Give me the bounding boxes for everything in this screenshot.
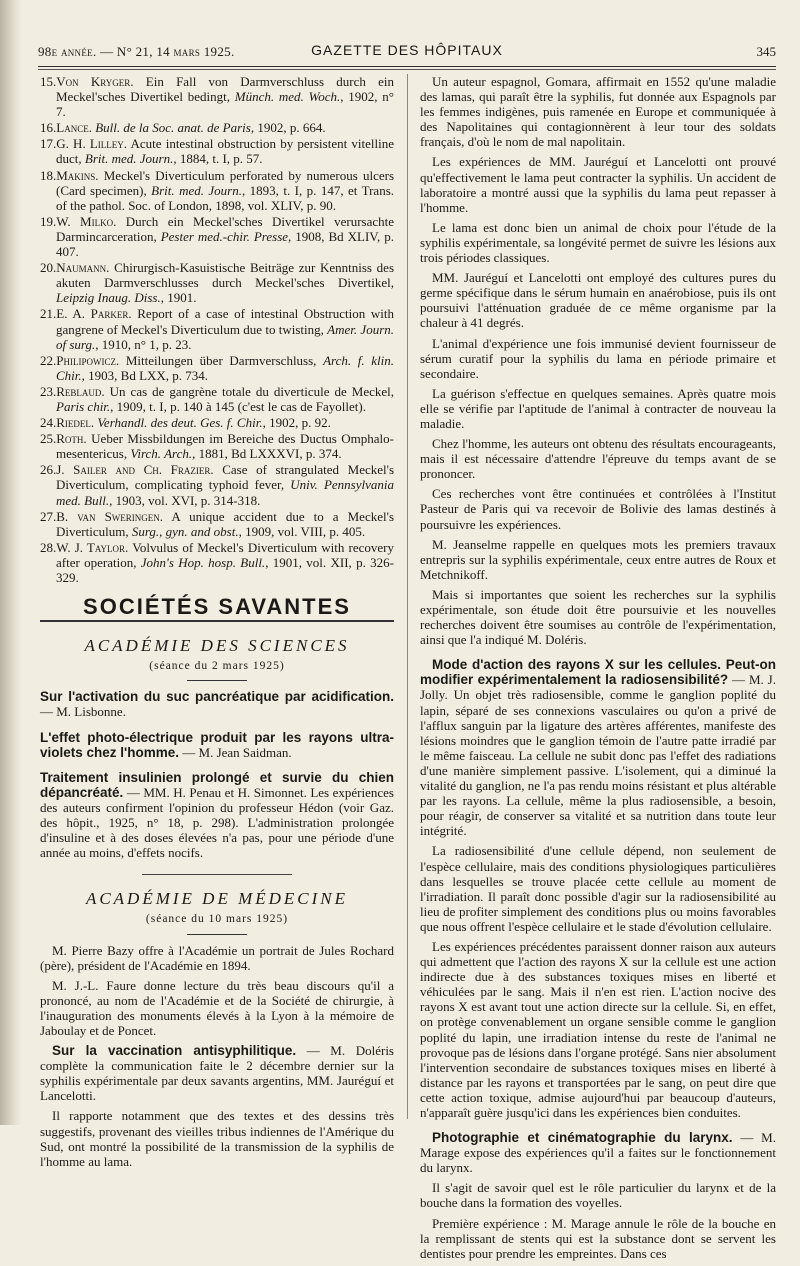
reference-item: [40, 384, 394, 414]
reference-journal: Brit. med. Journ.: [151, 182, 242, 198]
reference-item: [40, 462, 394, 507]
paragraph: Les expériences de MM. Jauréguí et Lancelotti ont prouvé qu'effectivement le lama peut contracter la syphilis. Un accident de laboratoire a montré aussi que la syphilis du lama peut repasser à l'homme.: [420, 154, 776, 215]
sciences-item: [40, 730, 394, 760]
reference-journal: Münch. med. Woch.: [234, 89, 341, 105]
reference-number: 19.: [40, 213, 57, 229]
header-rule: [38, 66, 776, 67]
reference-details: , 1903, Bd LXX, p. 734.: [81, 367, 209, 383]
item-title: Photographie et cinématographie du larynx.: [432, 1130, 733, 1146]
seance-date: (séance du 2 mars 1925): [149, 660, 285, 673]
reference-number: 23.: [40, 383, 57, 399]
reference-item: [40, 415, 394, 430]
reference-number: 15.: [40, 74, 57, 89]
reference-text: Durch ein Meckel'sches Divertikel verursachte Darmincarceration,: [56, 213, 395, 244]
reference-text: Ueber Missbildungen im Bereiche des Ductus Omphalo-mesentericus,: [56, 431, 394, 462]
reference-number: 22.: [40, 352, 57, 368]
reference-author: Naumann.: [56, 260, 110, 276]
right-column: [420, 74, 776, 1266]
reference-author: Philipowicz.: [56, 352, 120, 368]
reference-number: 17.: [40, 136, 57, 152]
reference-number: 28.: [40, 539, 57, 555]
reference-author: Von Kryger.: [56, 74, 134, 89]
paragraph: Le lama est donc bien un animal de choix pour l'étude de la syphilis expérimentale, sa longévité permet de suivre les lésions aux trois périodes classiques.: [420, 219, 776, 266]
reference-details: , 1884, t. I, p. 57.: [173, 151, 263, 167]
reference-details: , 1908, Bd XLIV, p. 407.: [56, 228, 395, 260]
column-divider: [407, 74, 408, 1119]
section-title: SOCIÉTÉS SAVANTES: [83, 594, 351, 620]
paragraph: M. Pierre Bazy offre à l'Académie un portrait de Jules Rochard (père), président de l'Académie en 1894.: [40, 942, 394, 973]
journal-title: GAZETTE DES HÔPITAUX: [311, 42, 503, 58]
reference-details: , 1909, t. I, p. 140 à 145 (c'est le cas de Fayollet).: [110, 398, 366, 414]
section-rule: [40, 620, 394, 622]
paragraph: L'animal d'expérience une fois immunisé devient fournisseur de sérum curatif pour la syphilis du lama en période primaire et secondaire.: [420, 335, 776, 381]
reference-details: , 1901.: [160, 290, 197, 306]
reference-list: [40, 74, 394, 585]
item-title: Traitement insulinien prolongé et survie du chien dépancréaté.: [40, 769, 394, 800]
paragraph: Ces recherches vont être continuées et contrôlées à l'Institut Pasteur de Paris qui va recevoir de Bolivie des lamas destinés à poursuivre les expériences.: [420, 486, 776, 532]
reference-journal: Arch. f. klin. Chir.: [56, 352, 395, 383]
reference-text: Chirurgisch-Kasuistische Beiträge zur Kenntniss des akuten Darmverschlusses durch Meckel'sches Divertikel,: [56, 260, 395, 291]
reference-author: Lance.: [56, 120, 92, 136]
reference-journal: Verhandl. des deut. Ges. f. Chir.: [97, 415, 263, 431]
item-text: — M. Marage expose des expériences qu'il a faites sur le fonctionnement du larynx.: [420, 1130, 776, 1176]
reference-text: Case of strangulated Meckel's Diverticulum, complicating typhoid fever,: [56, 462, 395, 493]
reference-item: [40, 214, 394, 259]
reference-number: 24.: [40, 415, 57, 431]
reference-author: J. Sailer and Ch. Frazier.: [56, 462, 214, 478]
reference-number: 18.: [40, 167, 57, 183]
item-title: Sur l'activation du suc pancréatique par acidification.: [40, 689, 394, 705]
item-text: — MM. H. Penau et H. Simonnet. Les expériences des auteurs confirment l'opinion du professeur Hédon (voir Gaz. des hôpit., 1925, n° 18, p. 298). L'administration prolongée d'insuline et à des doses élevées n'a pas, pour une période d'une année au moins, d'effets nocifs.: [40, 784, 394, 861]
reference-author: W. Milko.: [56, 213, 117, 229]
reference-journal: Paris chir.: [56, 398, 111, 414]
item-title: Mode d'action des rayons X sur les cellules. Peut-on modifier expérimentalement la radiosensibilité?: [420, 657, 776, 688]
reference-journal: John's Hop. hosp. Bull.: [140, 554, 266, 570]
reference-author: Roth.: [56, 431, 87, 447]
reference-details: , 1902, p. 92.: [262, 415, 331, 431]
reference-text: Un cas de gangrène totale du diverticule de Meckel,: [109, 383, 395, 399]
reference-details: , 1909, vol. VIII, p. 405.: [238, 523, 366, 539]
reference-item: [40, 168, 394, 213]
left-column: [40, 74, 394, 1174]
reference-journal: Leipzig Inaug. Diss.: [56, 290, 161, 306]
reference-author: Reblaud.: [56, 383, 105, 399]
item-text: — M. J. Jolly. Un objet très radiosensible, comme le ganglion poplité du lapin, séparé de ses connexions vasculaires ou qu'on a privé de l'afflux sanguin par la ligature des artères afférentes, manifeste des lésions moindres que le ganglion témoin de l'autre patte irradié par le même faisceau. La cellule ne subit donc pas l'effet des radiations d'une manière simplement passive. L'isolement, qui a diminué la vitalité du ganglion, ne l'a pas rendu moins résistant et plus altérable par les rayons. La cellule, même la plus radiosensible, a besoin, pour réagir, de conserver sa vitalité et sa nutrition dans toute leur intégrité.: [420, 672, 776, 839]
sciences-item: [40, 770, 394, 861]
reference-details: , 1893, t. I, p. 147, et Trans. of the pathol. Soc. of London, 1898, vol. XLIV, p. 90.: [56, 182, 394, 213]
reference-details: , 1901, vol. XII, p. 326-329.: [56, 554, 394, 585]
reference-text: Meckel's Diverticulum perforated by numerous ulcers (Card specimen),: [56, 167, 394, 198]
reference-number: 16.: [40, 120, 57, 136]
reference-text: Acute intestinal obstruction by persistent vitelline duct,: [56, 136, 394, 167]
reference-journal: Pester med.-chir. Presse: [160, 228, 289, 244]
academie-medecine-title: ACADÉMIE DE MÉDECINE: [85, 889, 349, 909]
item-title: L'effet photo-électrique produit par les rayons ultra-violets chez l'homme.: [40, 729, 394, 760]
reference-journal: Amer. Journ. of surg.: [56, 321, 394, 352]
item-text: — M. Doléris complète la communication faite le 2 décembre dernier sur la syphilis expérimentale par deux savants argentins, MM. Jauréguí et Lancelotti.: [40, 1043, 394, 1104]
page-header: [38, 40, 776, 62]
reference-item: [40, 136, 394, 166]
paragraph: [420, 657, 776, 838]
short-rule: [187, 934, 247, 935]
reference-journal: Virch. Arch.: [130, 446, 193, 462]
academie-sciences-title: ACADÉMIE DES SCIENCES: [84, 636, 350, 656]
paragraph: Les expériences précédentes paraissent donner raison aux auteurs qui admettent que l'action des rayons X sur la cellule est une action indirecte due à des substances toxiques mises en liberté et véhiculées par le sang. Mais il n'en est rien. L'action nocive des rayons X est avant tout une action directe sur la cellule. Si, en effet, on protège convenablement un organe sensible comme le ganglion poplité du lapin, une irradiation intense du reste de l'animal ne provoque pas de lésions dans l'organe protégé. Sans nier absolument l'intervention secondaire de substances toxiques mises en liberté à distance par les rayons et transportées par le sang, on peut dire que cette action toxique, admise aujourd'hui par beaucoup d'auteurs, n'apparaît guère jusqu'ici dans les expériences bien conduites.: [420, 938, 776, 1120]
reference-item: [40, 306, 394, 351]
reference-number: 21.: [40, 306, 57, 322]
mid-rule: [142, 874, 292, 875]
paragraph: M. J.-L. Faure donne lecture du très beau discours qu'il a prononcé, au nom de l'Académie et de la Société de chirurgie, à l'inauguration des monuments élevés à la Lyon à la mémoire de Jaboulay et de Poncet.: [40, 977, 394, 1038]
paragraph: Il rapporte notamment que des textes et des dessins très suggestifs, provenant des vieilles tribus indiennes de l'Amérique du Sud, ont montré la possibilité de la transmission de la syphilis de l'homme au lama.: [40, 1108, 394, 1169]
paragraph: M. Jeanselme rappelle en quelques mots les premiers travaux entrepris sur la syphilis expérimentale, ceux entre autres de Roux et Metchnikoff.: [420, 536, 776, 582]
reference-number: 20.: [40, 260, 57, 276]
reference-number: 26.: [40, 462, 57, 478]
paragraph: Un auteur espagnol, Gomara, affirmait en 1552 qu'une maladie des lamas, qui paraît être la syphilis, fut donnée aux Espagnols par les femmes indigènes, puis ramenée en Europe et communiquée à des Napolitaines qui contagionnèrent à leur tour des soldats français, d'où le nom de mal napolitain.: [420, 74, 776, 150]
reference-author: Riedel.: [56, 415, 95, 431]
short-rule: [187, 680, 247, 681]
reference-item: [40, 540, 394, 585]
reference-details: , 1910, n° 1, p. 23.: [95, 336, 192, 352]
issue-line: 98e année. — N° 21, 14 mars 1925.: [38, 44, 235, 59]
header-rule-double: [38, 69, 776, 70]
reference-item: [40, 120, 394, 135]
paragraph: [420, 1130, 776, 1175]
reference-text: Report of a case of intestinal Obstruction with gangrene of Meckel's Diverticulum due to twisting,: [56, 306, 394, 337]
reference-item: [40, 353, 394, 383]
reference-item: [40, 509, 394, 539]
paragraph: La guérison s'effectue en quelques semaines. Après quatre mois elle se vérifie par l'aptitude de l'animal à contracter de nouveau la maladie.: [420, 385, 776, 431]
paragraph: Il s'agit de savoir quel est le rôle particulier du larynx et de la bouche dans la formation des voyelles.: [420, 1180, 776, 1211]
reference-number: 25.: [40, 431, 57, 447]
reference-details: , 1881, Bd LXXXVI, p. 374.: [192, 446, 342, 462]
seance-date: (séance du 10 mars 1925): [145, 913, 289, 926]
reference-journal: Surg., gyn. and obst.: [131, 523, 239, 539]
reference-item: [40, 74, 394, 119]
reference-item: [40, 431, 394, 461]
item-title: Sur la vaccination antisyphilitique.: [52, 1043, 297, 1059]
reference-number: 27.: [40, 508, 57, 524]
reference-journal: Univ. Pennsylvania med. Bull.: [56, 477, 395, 508]
reference-text: Volvulus of Meckel's Diverticulum with recovery after operation,: [56, 539, 394, 570]
reference-details: , 1902, n° 7.: [56, 89, 394, 120]
reference-text: A unique accident due to a Meckel's Diverticulum,: [56, 508, 395, 539]
page-number: 345: [756, 44, 776, 59]
reference-text: Ein Fall von Darmverschluss durch ein Meckel'sches Divertikel bedingt,: [56, 74, 395, 105]
reference-item: [40, 260, 394, 305]
reference-author: E. A. Parker.: [56, 306, 132, 322]
paragraph: Première expérience : M. Marage annule le rôle de la bouche en la remplissant de stents qui est la substance dont se servent les dentistes pour prendre les empreintes. Dans ces: [420, 1215, 776, 1261]
reference-author: W. J. Taylor.: [56, 539, 129, 555]
paragraph: Chez l'homme, les auteurs ont obtenu des résultats encourageants, mais il est nécessaire d'attendre l'épreuve du temps avant de se prononcer.: [420, 436, 776, 482]
reference-details: , 1902, p. 664.: [250, 120, 326, 136]
sciences-item: [40, 689, 394, 719]
page-binding-shadow: [0, 0, 22, 1125]
paragraph: [40, 1043, 394, 1103]
reference-journal: Bull. de la Soc. anat. de Paris: [95, 120, 251, 136]
reference-text: Mitteilungen über Darmverschluss,: [125, 352, 317, 368]
reference-author: Makins.: [56, 167, 99, 183]
item-text: — M. Jean Saidman.: [179, 744, 292, 760]
reference-author: B. van Sweringen.: [56, 508, 164, 524]
reference-details: , 1903, vol. XVI, p. 314-318.: [109, 492, 261, 508]
paragraph: MM. Jauréguí et Lancelotti ont employé des cultures pures du germe spécifique dans le sérum humain en anaérobiose, puis ils ont poursuivi l'atténuation graduée de ce même organisme par la chaleur à 41 degrés.: [420, 270, 776, 331]
paragraph: Mais si importantes que soient les recherches sur la syphilis expérimentale, son étude doit être poursuivie et les nouvelles recherches doivent être soumises au contrôle de l'expérimentation, ainsi que l'a indiqué M. Doléris.: [420, 586, 776, 648]
reference-author: G. H. Lilley.: [56, 136, 128, 152]
reference-journal: Brit. med. Journ.: [84, 151, 174, 167]
item-text: — M. Lisbonne.: [40, 704, 126, 720]
paragraph: La radiosensibilité d'une cellule dépend, non seulement de l'espèce cellulaire, mais des conditions physiologiques particulières dans lesquelles se trouve placée cette cellule au moment de l'irradiation. Il paraît donc possible d'agir sur la radiosensibilité au lieu de profiter simplement des conditions plus ou moins favorables que nous offrent l'espèce cellulaire et le stade d'évolution cellulaire.: [420, 843, 776, 934]
